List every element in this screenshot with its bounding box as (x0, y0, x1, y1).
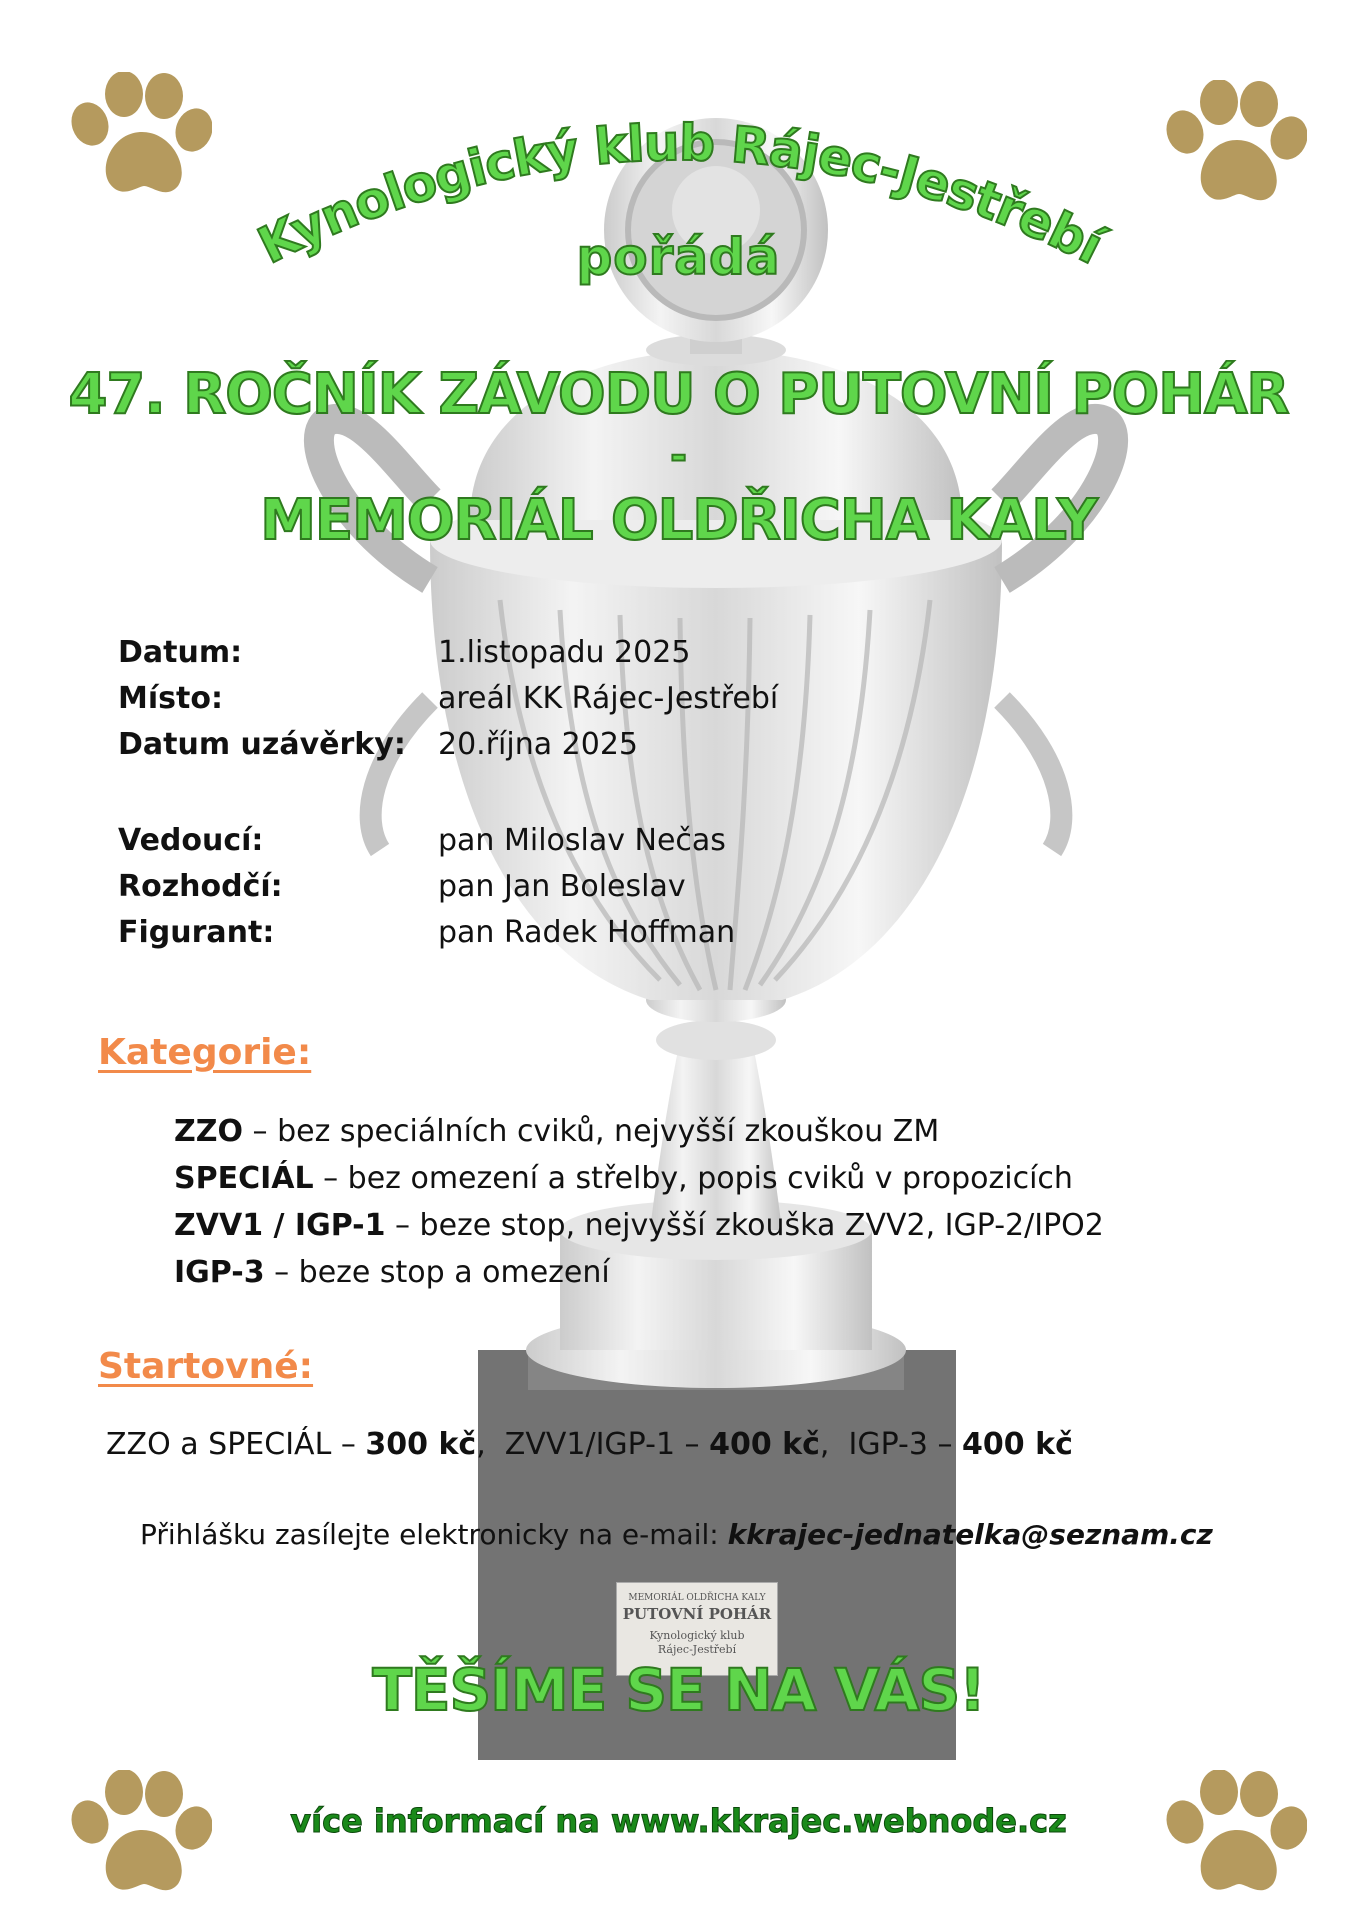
categories-list (174, 1108, 1104, 1296)
category-desc: – bez speciálních cviků, nejvyšší zkouškou ZM (243, 1114, 940, 1149)
fee-price: 400 kč (962, 1427, 1073, 1462)
fee-label: ZZO a SPECIÁL – (106, 1427, 366, 1462)
event-title: 47. ROČNÍK ZÁVODU O PUTOVNÍ POHÁR (68, 362, 1289, 427)
category-name: ZZO (174, 1114, 244, 1149)
paw-print-icon (1157, 80, 1307, 210)
staff-value: pan Radek Hoffman (438, 915, 736, 950)
plaque-line-2: PUTOVNÍ POHÁR (622, 1605, 772, 1623)
category-item (174, 1108, 1104, 1155)
detail-label: Místo: (118, 681, 223, 716)
detail-value: areál KK Rájec-Jestřebí (438, 681, 779, 716)
fee-price: 300 kč (365, 1427, 477, 1462)
category-desc: – beze stop, nejvyšší zkouška ZVV2, IGP-2/IPO2 (385, 1208, 1104, 1243)
detail-label: Datum: (118, 635, 243, 670)
detail-value: 20.října 2025 (438, 727, 638, 762)
plaque-place: Rájec-Jestřebí (657, 1643, 737, 1656)
detail-row-place (118, 676, 778, 722)
staff-value: pan Miloslav Nečas (438, 823, 726, 858)
entry-fee-heading: Startovné: (98, 1346, 314, 1387)
category-name: IGP-3 (174, 1255, 265, 1290)
staff-value: pan Jan Boleslav (438, 869, 686, 904)
category-item (174, 1202, 1104, 1249)
event-subtitle: MEMORIÁL OLDŘICHA KALY (260, 488, 1097, 553)
category-name: SPECIÁL (174, 1161, 314, 1196)
plaque-club: Kynologický klub (649, 1629, 745, 1642)
category-item (174, 1155, 1104, 1202)
detail-label: Datum uzávěrky: (118, 727, 406, 762)
fee-price: 400 kč (709, 1427, 820, 1462)
category-desc: – bez omezení a střelby, popis cviků v propozicích (313, 1161, 1073, 1196)
staff-label: Figurant: (118, 915, 275, 950)
fee-label: , ZVV1/IGP-1 – (476, 1427, 710, 1462)
detail-value: 1.listopadu 2025 (438, 635, 691, 670)
fee-label: , IGP-3 – (819, 1427, 963, 1462)
category-name: ZVV1 / IGP-1 (174, 1208, 386, 1243)
category-desc: – beze stop a omezení (264, 1255, 610, 1290)
event-details (118, 630, 778, 768)
staff-row-figurant (118, 910, 735, 956)
club-name-text: Kynologický klub Rájec-Jestřebí (249, 113, 1111, 276)
entry-fees (106, 1422, 1073, 1468)
staff-label: Vedoucí: (118, 823, 264, 858)
plaque-line-3 (617, 1629, 777, 1657)
detail-row-deadline (118, 722, 778, 768)
email-link[interactable]: kkrajec-jednatelka@seznam.cz (727, 1518, 1213, 1551)
staff-label: Rozhodčí: (118, 869, 283, 904)
categories-heading: Kategorie: (98, 1032, 312, 1073)
plaque-line-1: MEMORIÁL OLDŘICHA KALY (628, 1593, 766, 1603)
paw-print-icon (62, 72, 212, 202)
registration-text: Přihlášku zasílejte elektronicky na e-mail: (140, 1518, 728, 1551)
category-item (174, 1249, 1104, 1296)
title-separator: - (670, 433, 687, 479)
organizes-label: pořádá (576, 228, 781, 286)
registration-note (140, 1518, 1213, 1551)
closing-message: TĚŠÍME SE NA VÁS! (372, 1656, 985, 1724)
detail-row-date (118, 630, 778, 676)
staff-details (118, 818, 735, 956)
staff-row-leader (118, 818, 735, 864)
staff-row-judge (118, 864, 735, 910)
website-link[interactable]: více informací na www.kkrajec.webnode.cz (290, 1802, 1067, 1840)
